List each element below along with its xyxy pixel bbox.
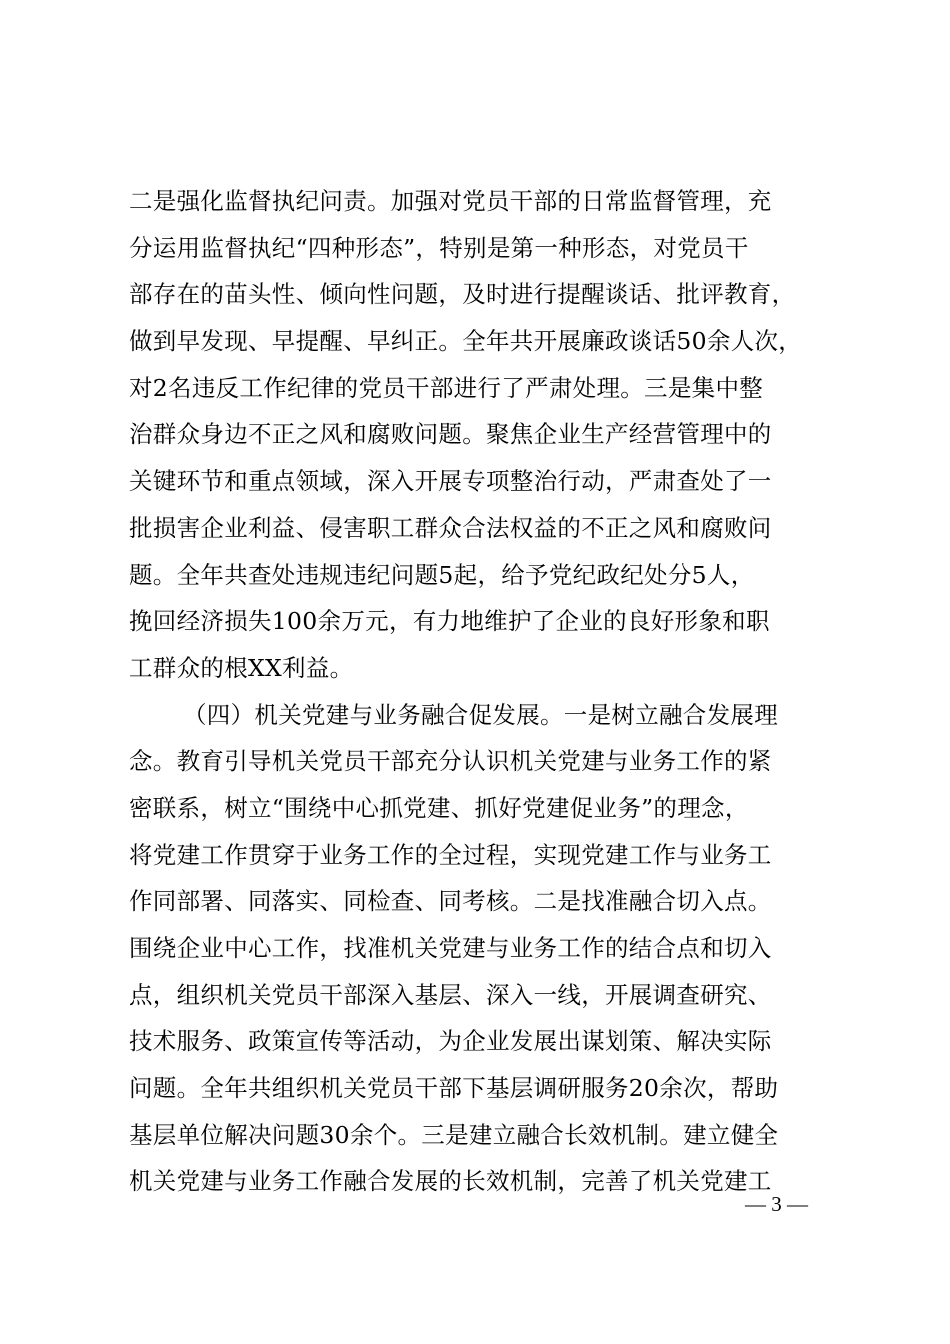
text-line: 批损害企业利益、侵害职工群众合法权益的不正之风和腐败问 [129, 513, 772, 542]
text-line: 挽回经济损失100余万元，有力地维护了企业的良好形象和职 [129, 607, 770, 636]
text-line: 基层单位解决问题30余个。三是建立融合长效机制。建立健全 [129, 1120, 779, 1149]
text-line: 将党建工作贯穿于业务工作的全过程，实现党建工作与业务工 [129, 840, 772, 869]
text-line: 工群众的根XX利益。 [129, 653, 354, 682]
page-number: — 3 — [745, 1192, 808, 1216]
text-line: 机关党建与业务工作融合发展的长效机制，完善了机关党建工 [129, 1167, 772, 1196]
text-line: 围绕企业中心工作，找准机关党建与业务工作的结合点和切入 [129, 934, 772, 962]
text-line: 治群众身边不正之风和腐败问题。聚焦企业生产经营管理中的 [129, 420, 772, 449]
text-line: 点，组织机关党员干部深入基层、深入一线，开展调查研究、 [129, 980, 772, 1009]
text-line: 部存在的苗头性、倾向性问题，及时进行提醒谈话、批评教育， [129, 280, 796, 309]
body-text [129, 178, 849, 1205]
text-line: 关键环节和重点领域，深入开展专项整治行动，严肃查处了一 [129, 467, 772, 496]
text-line: 分运用监督执纪“四种形态”，特别是第一种形态，对党员干 [129, 233, 749, 262]
text-line: 二是强化监督执纪问责。加强对党员干部的日常监督管理，充 [129, 187, 772, 215]
text-line: 做到早发现、早提醒、早纠正。全年共开展廉政谈话50余人次， [129, 327, 803, 356]
text-line: 对2名违反工作纪律的党员干部进行了严肃处理。三是集中整 [129, 373, 764, 402]
text-line: 技术服务、政策宣传等活动，为企业发展出谋划策、解决实际 [129, 1027, 772, 1056]
text-line: 题。全年共查处违规违纪问题5起，给予党纪政纪处分5人， [129, 560, 755, 589]
text-line: 密联系，树立“围绕中心抓党建、抓好党建促业务”的理念， [129, 793, 749, 822]
text-line: 作同部署、同落实、同检查、同考核。二是找准融合切入点。 [129, 887, 772, 916]
text-line: 问题。全年共组织机关党员干部下基层调研服务20余次，帮助 [129, 1074, 779, 1103]
text-line: 念。教育引导机关党员干部充分认识机关党建与业务工作的紧 [129, 747, 772, 776]
section-heading-line: （四）机关党建与业务融合促发展。一是树立融合发展理 [183, 700, 778, 729]
